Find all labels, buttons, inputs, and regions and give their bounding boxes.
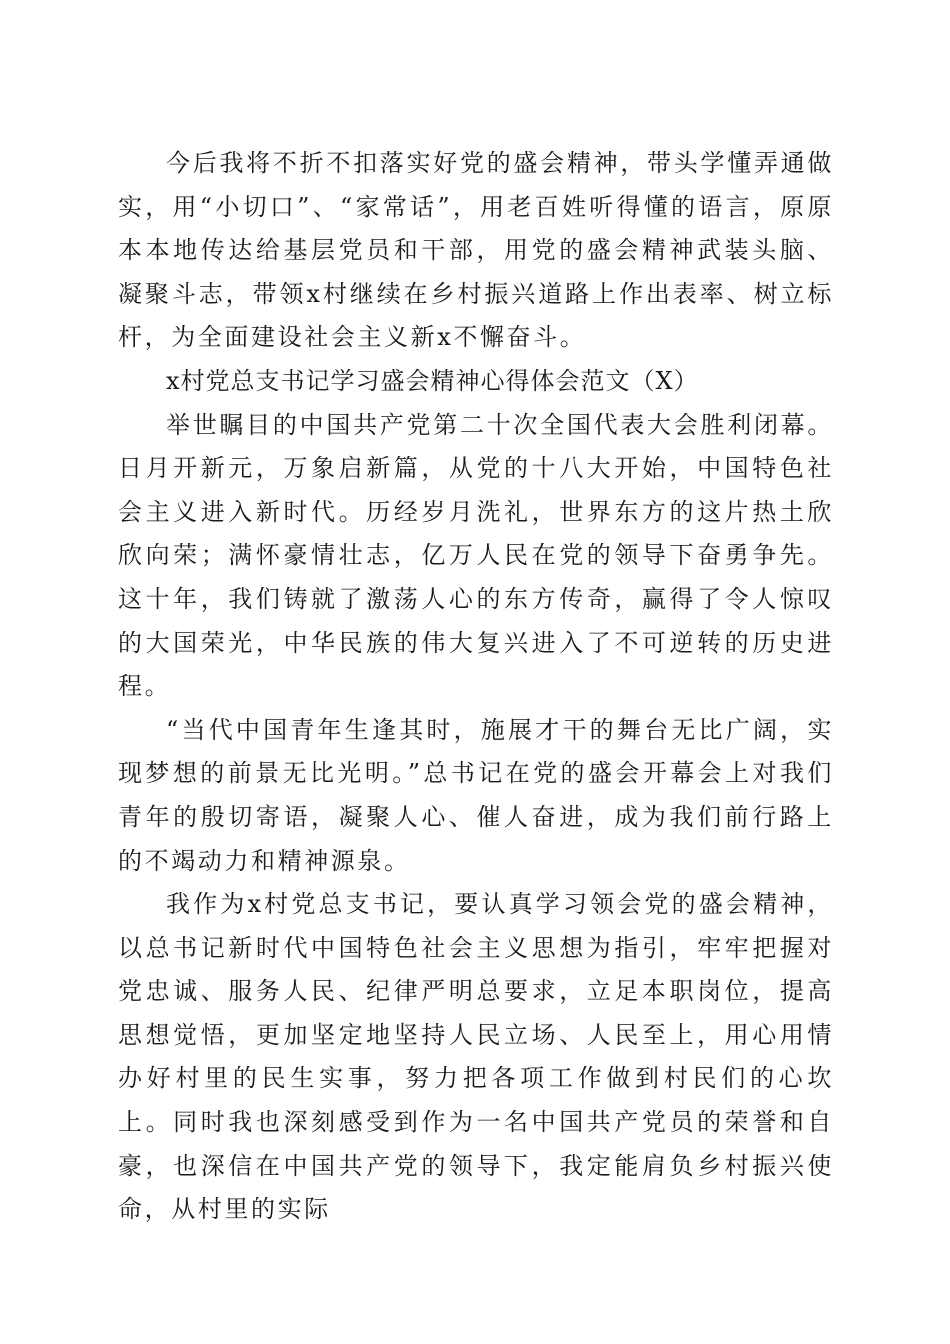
- paragraph-secretary-commitment: 我作为x村党总支书记，要认真学习领会党的盛会精神，以总书记新时代中国特色社会主义思想为指引，牢牢把握对党忠诚、服务人民、纪律严明总要求，立足本职岗位，提高思想觉悟，更加坚定地坚持人民立场、人民至上，用心用情办好村里的民生实事，努力把各项工作做到村民们的心坎上。同时我也深刻感受到作为一名中国共产党员的荣誉和自豪，也深信在中国共产党的领导下，我定能肩负乡村振兴使命，从村里的实际: [118, 890, 834, 1224]
- paragraph-implementation-pledge: 今后我将不折不扣落实好党的盛会精神，带头学懂弄通做实，用“小切口”、“家常话”，用老百姓听得懂的语言，原原本本地传达给基层党员和干部，用党的盛会精神武装头脑、凝聚斗志，带领x村继续在乡村振兴道路上作出表率、树立标杆，为全面建设社会主义新x不懈奋斗。: [118, 149, 834, 352]
- paragraph-congress-closing: 举世瞩目的中国共产党第二十次全国代表大会胜利闭幕。日月开新元，万象启新篇，从党的十八大开始，中国特色社会主义进入新时代。历经岁月洗礼，世界东方的这片热土欣欣向荣；满怀豪情壮志，亿万人民在党的领导下奋勇争先。这十年，我们铸就了激荡人心的东方传奇，赢得了令人惊叹的大国荣光，中华民族的伟大复兴进入了不可逆转的历史进程。: [118, 410, 834, 701]
- document-body: [118, 142, 834, 1232]
- section-heading: x村党总支书记学习盛会精神心得体会范文（X）: [166, 366, 699, 395]
- paragraph-youth-message: “当代中国青年生逢其时，施展才干的舞台无比广阔，实现梦想的前景无比光明。”总书记在党的盛会开幕会上对我们青年的殷切寄语，凝聚人心、催人奋进，成为我们前行路上的不竭动力和精神源泉。: [118, 715, 834, 875]
